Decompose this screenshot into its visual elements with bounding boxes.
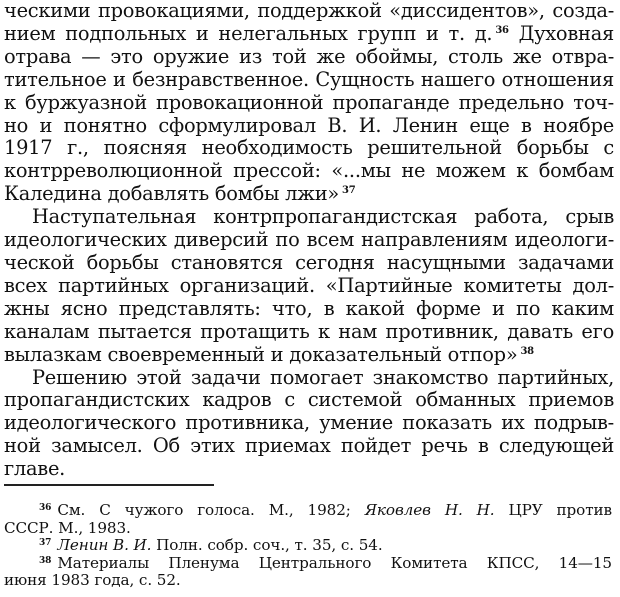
text-line [4, 344, 614, 367]
text-line: жны ясно представлять: что, в какой форме и по каким [4, 296, 614, 320]
footnote-text: См. С чужого голоса. М., 1982; [57, 501, 351, 519]
text-line: 1917 г., поясняя необходимость решительной борьбы с [4, 136, 614, 160]
text-line: всех партийных организаций. «Партийные комитеты дол- [4, 273, 614, 297]
footnote-ref-38: 38 [520, 345, 534, 357]
footnote-ref-36: 36 [495, 24, 509, 36]
text-line: тительное и безнравственное. Сущность нашего отношения [4, 67, 614, 91]
text-line [4, 23, 614, 46]
text-fragment: вылазкам своевременный и доказательный отпор» [4, 342, 518, 366]
text-line [4, 183, 614, 206]
footnote-mark: 37 [39, 538, 52, 549]
footnote-text: ЦРУ против [508, 501, 612, 519]
text-line: ческими провокациями, поддержкой «диссидентов», созда- [4, 0, 614, 22]
footnotes [4, 502, 612, 590]
text-line: Наступательная контрпропагандистская работа, срыв [32, 205, 614, 229]
footnote-ref-37: 37 [342, 185, 356, 197]
text-line: каналам пытается протащить к нам противник, давать его [4, 319, 614, 343]
footnote-mark: 38 [39, 555, 52, 566]
text-line: пропагандистских кадров с системой обманных приемов [4, 388, 614, 412]
footnote-mark: 36 [39, 503, 52, 513]
text-line: ческой борьбы становятся сегодня насущными задачами [4, 250, 614, 274]
footnote-text: Полн. собр. соч., т. 35, с. 54. [156, 536, 383, 555]
footnote-author: Яковлев Н. Н. [364, 501, 495, 519]
footnote-line [4, 555, 612, 573]
text-line: Решению этой задачи помогает знакомство партийных, [32, 365, 614, 389]
footnote-divider [4, 484, 214, 486]
text-fragment: нием подпольных и нелегальных групп и т. д. [4, 21, 493, 45]
text-fragment: Духовная [518, 21, 614, 45]
footnote-text: Материалы Пленума Центрального Комитета КПСС, 14—15 [57, 553, 612, 572]
text-line: к буржуазной провокационной пропаганде предельно точ- [4, 90, 614, 114]
text-line: идеологических диверсий по всем направлениям идеологи- [4, 228, 614, 252]
text-fragment: Каледина добавлять бомбы лжи» [4, 182, 340, 206]
footnote-author: Ленин В. И. [57, 536, 152, 555]
footnote-line [4, 537, 612, 555]
main-text [4, 0, 614, 481]
footnote-38 [4, 555, 612, 590]
footnote-37 [4, 537, 612, 555]
text-line: главе. [4, 457, 66, 481]
text-line: ной замысел. Об этих приемах пойдет речь в следующей [4, 434, 614, 458]
text-line: контрреволюционной прессой: «...мы не можем к бомбам [4, 159, 614, 183]
footnote-36 [4, 502, 612, 537]
footnote-line: июня 1983 года, с. 52. [4, 571, 181, 590]
paragraph-1 [4, 0, 614, 206]
paragraph-3 [4, 367, 614, 482]
text-line: отрава — это оружие из той же обоймы, столь же отвра- [4, 44, 614, 68]
footnote-line [4, 502, 612, 520]
footnote-line: СССР. М., 1983. [4, 518, 131, 537]
paragraph-2 [4, 206, 614, 366]
text-line: но и понятно сформулировал В. И. Ленин еще в ноябре [4, 113, 614, 137]
text-line: идеологического противника, умение показать их подрыв- [4, 411, 614, 435]
